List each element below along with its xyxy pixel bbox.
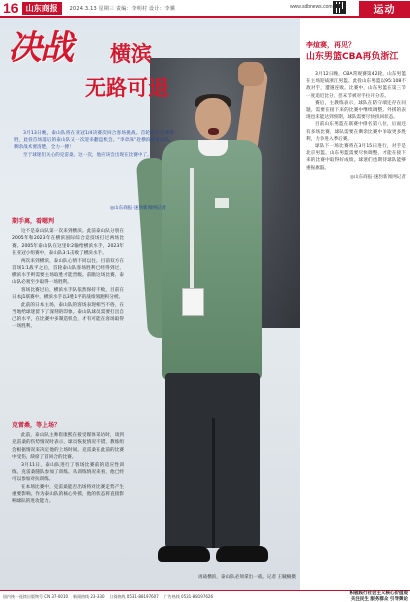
id-card — [182, 288, 204, 316]
headline-main: 决战 — [8, 28, 72, 68]
body-paragraph: 球队下一场比赛将在3月15日进行，对手是北京男篮。山东男篮需要尽快调整，才能在接下来的比赛中取得好成绩。球迷们也期待球队能够重振旗鼓。 — [306, 144, 406, 171]
footer-item: 新闻热线 23-330 — [73, 593, 105, 599]
body-paragraph: 目前山东男篮在联赛中排名第八位，后面还有多场比赛，球队需要在剩余比赛中争取更多胜利，力争进入季后赛。 — [306, 122, 406, 142]
section-subhead: 克雷桑，等上场？ — [12, 422, 61, 429]
footer-slogan-line: 关注民生 服务群众 引导舆论 — [350, 596, 408, 602]
right-article-kicker: 李煊赛，再见？ — [306, 41, 355, 49]
coach-collar — [198, 140, 228, 156]
right-article-credit: ◎山东商报·速豹新闻网记者 — [349, 174, 406, 180]
body-paragraph: 此前的日本主场，泰山队的客场表现相当不俗，在当地给球迷留下了深刻的印象。泰山队球员需要打出自己的水平，在比赛中多制造机会，才有可能在客场取得一场胜利。 — [12, 302, 124, 330]
page-number: 16 — [3, 0, 19, 16]
article-column-a — [12, 216, 124, 331]
byline: ◎山东商报·速豹新闻网记者 — [110, 206, 167, 211]
footer-slogan — [350, 591, 409, 602]
pants-seam — [212, 418, 215, 548]
jacket-logo — [215, 198, 229, 208]
article-column-b — [12, 420, 124, 506]
footer-item: 广告热线 0531-88197626 — [163, 593, 214, 599]
body-paragraph: 在本场比赛中，克雷桑能否出场将对比赛走势产生重要影响。作为泰山队的核心外援，他的状态将直接影响球队的进攻能力。 — [12, 484, 124, 505]
headline-line1: 横滨 — [110, 42, 152, 66]
section-subhead: 期手离，看嗯判 — [12, 218, 55, 225]
issue-meta: 2024.3.13 星期三 责编：李明村 设计：李骥 — [69, 5, 175, 12]
coach-mouth — [208, 128, 219, 135]
body-paragraph: 两次来到横滨，泰山队心情不同以往。目前双方在首场1:1战平之后，首轮泰山队客场胜利已经得到过，横滨水手则需要主场取胜才能晋级。前瞻这场比赛，泰山队必须至少取得一场胜利。 — [12, 258, 124, 286]
footer-item: 国内统一连续出版物号 CN 37-0010 — [3, 593, 69, 599]
photo-caption: 再战横滨，泰山队必须拿出一战。记者 王毓楠摄 — [198, 575, 296, 580]
body-paragraph: 3月12日晚，CBA常规赛第42轮，山东男篮在主场迎战浙江男篮。此役山东男篮以95:108不敌对手，遭遇连败。比赛中，山东男篮在第三节一度追近比分，但末节被对手拉开分差。 — [306, 72, 406, 99]
right-article — [306, 40, 406, 180]
footer — [0, 590, 410, 602]
intro-paragraph: 至于球迷们关心的克雷桑，这一次，他应该会出现在比赛中了。 — [23, 153, 152, 159]
right-article-title: 山东男篮CBA再负浙江 — [306, 52, 399, 62]
section-tab: 运动 — [359, 1, 410, 16]
right-shoe — [216, 546, 268, 562]
body-paragraph: 赛后，主教练表示，球队在防守端还存在问题，需要在接下来的比赛中继续调整。外援的表现也未能达到预期，球队需要尽快找回状态。 — [306, 100, 406, 121]
coach-jacket — [162, 140, 262, 380]
headline-line2: 无路可退 — [85, 76, 169, 100]
article-intro — [14, 130, 174, 160]
right-article-body — [306, 71, 406, 172]
intro-paragraph: 3月13日晚，泰山队将在亚冠1/4决赛次回合客场挑战。首轮双方主场各胜，此役首场落后的泰山队又一次迎来翻盘机会。“李章洙”赴横滨的泰山队，剩余战术要清楚，全力一搏！ — [14, 131, 174, 151]
footer-item: 订阅热线 0531-88197607 — [109, 593, 159, 599]
qr-code-icon — [333, 1, 346, 14]
footer-slogan-line: 积极践行社会主义核心价值观 — [349, 591, 408, 596]
body-paragraph: 此前，泰山队主帅崔康熙在接受媒体采访时，谈到克雷桑的伤势情况时表示，球员恢复情况不错，教练组会根据情况来决定他的上场时间。克雷桑在此前的比赛中受伤，缺席了首回合的比赛。 — [12, 433, 124, 460]
masthead — [0, 0, 410, 16]
lanyard — [190, 168, 194, 298]
body-paragraph: 3月11日，泰山队进行了客场比赛前的适应性训练，克雷桑随队参加了训练。从训练情况来看，他已经可以参加对抗训练。 — [12, 462, 124, 482]
raised-fist — [238, 62, 264, 86]
body-paragraph: 客场比赛过后，横滨水手队依然保持不败，目前在日本J1联赛中，横滨水手以3胜1平的战绩领跑积分榜。 — [12, 287, 124, 301]
paper-name: 山东商报 — [22, 2, 62, 15]
body-paragraph: 这不是泰山队第一次来到横滨。此前泰山队分别在2005年和2023年在横滨国际综合竞技场打过两场比赛。2005年泰山队在这里0:2输给横滨水手，2023年在亚冠小组赛中，泰山队3:1击败了横滨水手。 — [12, 229, 124, 256]
paper-url[interactable]: www.sdbnews.com — [290, 4, 333, 10]
left-shoe — [158, 546, 210, 562]
